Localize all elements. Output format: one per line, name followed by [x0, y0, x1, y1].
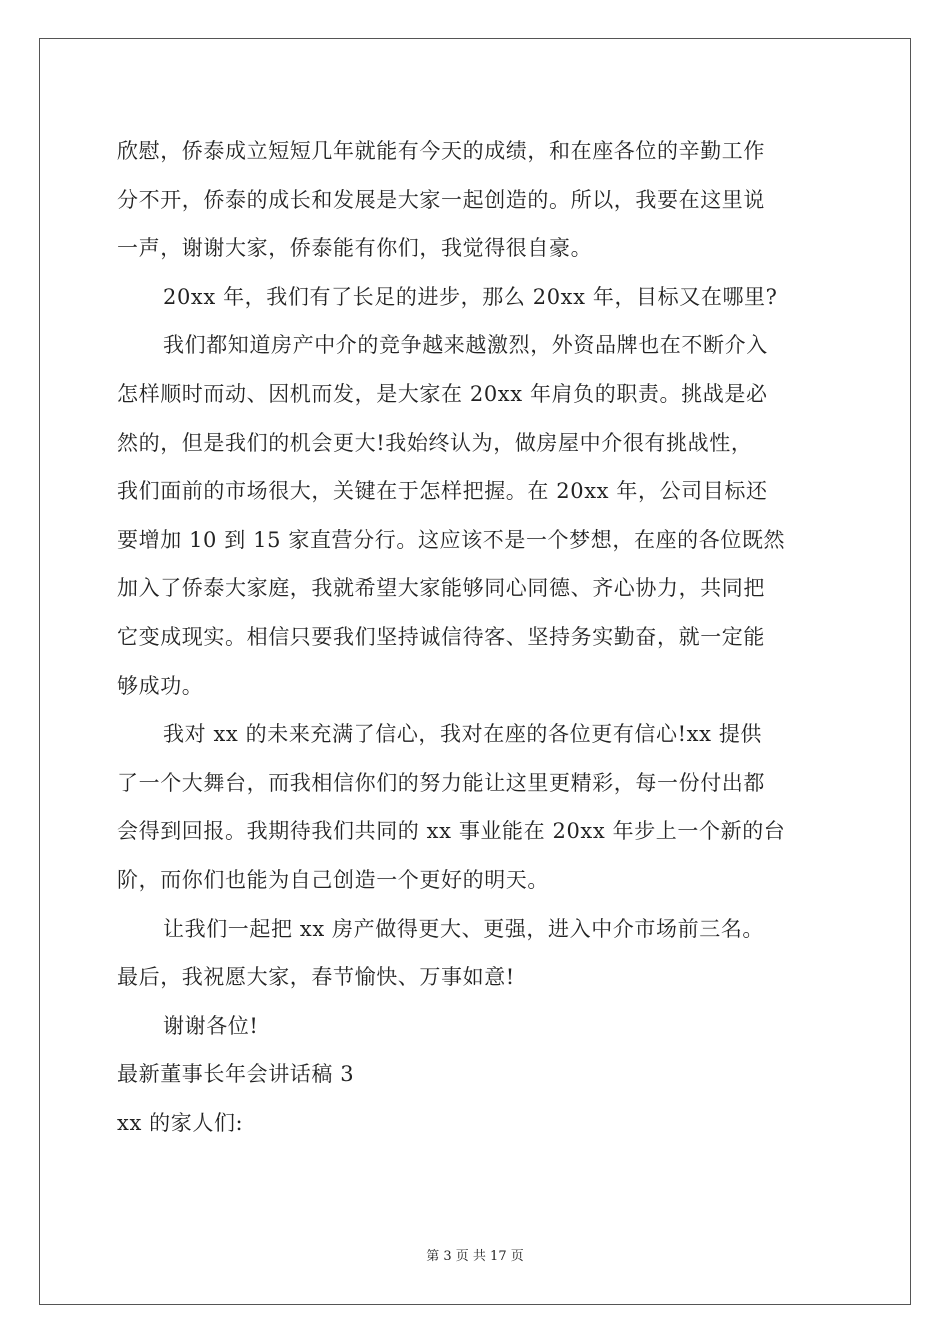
text-line: 它变成现实。相信只要我们坚持诚信待客、坚持务实勤奋，就一定能 — [117, 624, 765, 649]
text-line: 阶，而你们也能为自己创造一个更好的明天。 — [117, 867, 549, 892]
text-line: 我们都知道房产中介的竞争越来越激烈，外资品牌也在不断介入 — [163, 333, 768, 358]
text-line: 20xx 年，我们有了长足的进步，那么 20xx 年，目标又在哪里? — [163, 284, 778, 309]
text-line: 了一个大舞台，而我相信你们的努力能让这里更精彩，每一份付出都 — [117, 770, 765, 795]
text-line: 怎样顺时而动、因机而发，是大家在 20xx 年肩负的职责。挑战是必 — [117, 381, 768, 406]
text-line: 谢谢各位! — [163, 1013, 259, 1038]
text-line: 最后，我祝愿大家，春节愉快、万事如意! — [117, 965, 515, 990]
text-line: 分不开，侨泰的成长和发展是大家一起创造的。所以，我要在这里说 — [117, 187, 765, 212]
text-line: 加入了侨泰大家庭，我就希望大家能够同心同德、齐心协力，共同把 — [117, 576, 765, 601]
text-line: 我对 xx 的未来充满了信心，我对在座的各位更有信心!xx 提供 — [163, 722, 763, 747]
text-line: 我们面前的市场很大，关键在于怎样把握。在 20xx 年，公司目标还 — [117, 479, 768, 504]
text-line: 欣慰，侨泰成立短短几年就能有今天的成绩，和在座各位的辛勤工作 — [117, 139, 765, 163]
section-heading: 最新董事长年会讲话稿 3 — [117, 1062, 355, 1087]
text-line: 会得到回报。我期待我们共同的 xx 事业能在 20xx 年步上一个新的台 — [117, 819, 786, 844]
text-line: 要增加 10 到 15 家直营分行。这应该不是一个梦想，在座的各位既然 — [117, 527, 786, 552]
page-number: 第 3 页 共 17 页 — [426, 1249, 524, 1264]
text-line: 让我们一起把 xx 房产做得更大、更强，进入中介市场前三名。 — [163, 916, 765, 941]
document-body — [117, 127, 833, 1147]
salutation: xx 的家人们: — [117, 1110, 244, 1135]
text-line: 然的，但是我们的机会更大!我始终认为，做房屋中介很有挑战性， — [117, 430, 753, 455]
text-line: 够成功。 — [117, 673, 204, 698]
text-line: 一声，谢谢大家，侨泰能有你们，我觉得很自豪。 — [117, 236, 593, 261]
